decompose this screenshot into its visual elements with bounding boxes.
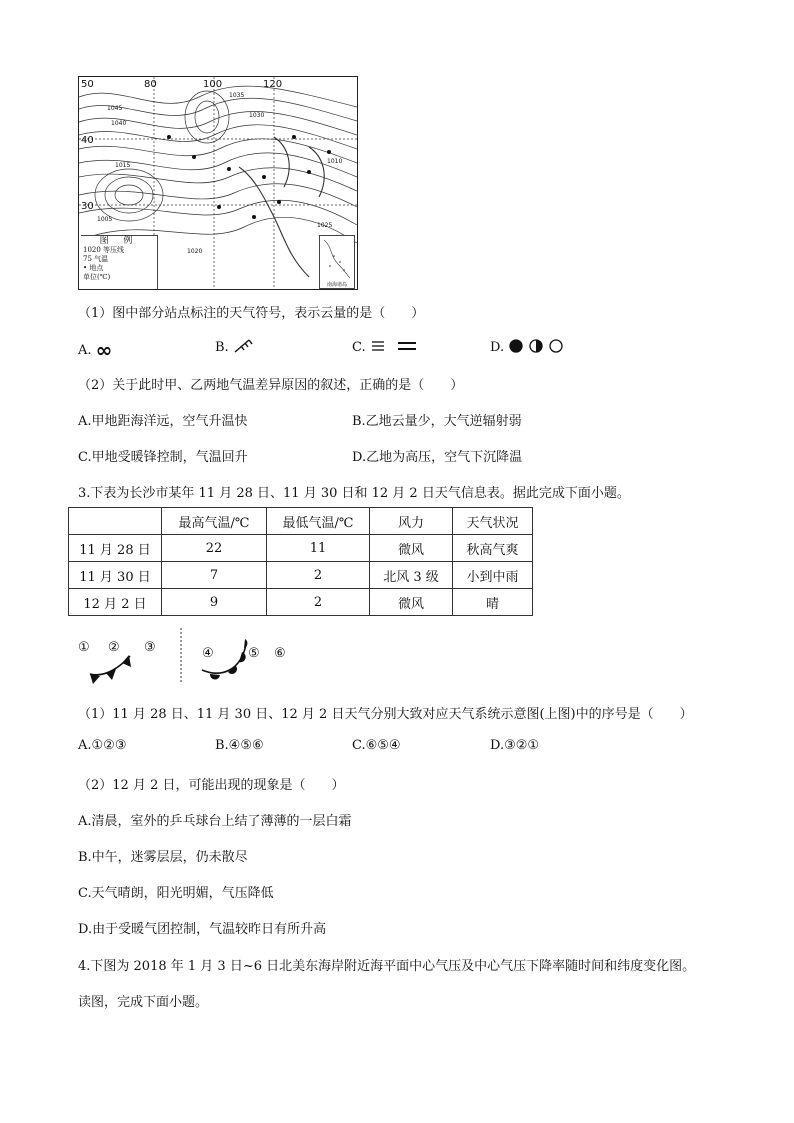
weather-info-table <box>68 507 533 616</box>
option-label: A. <box>78 343 92 358</box>
weather-map <box>78 76 358 290</box>
front-symbols-figure <box>76 626 306 686</box>
q2-sub1-stem: （1）图中部分站点标注的天气符号，表示云量的是（ ） <box>78 306 425 321</box>
table-header-cell: 最高气温/℃ <box>162 508 267 535</box>
q2-sub2-option-a[interactable]: A.甲地距海洋远，空气升温快 <box>78 414 248 429</box>
table-header-cell: 风力 <box>370 508 453 535</box>
isobar-label: 1030 <box>249 112 265 119</box>
q2-sub1-option-a[interactable] <box>78 338 112 362</box>
legend-isobar: 1020 等压线 <box>83 246 125 254</box>
q2-sub2-option-b[interactable]: B.乙地云量少，大气逆辐射弱 <box>352 414 522 429</box>
q2-sub2-option-d[interactable]: D.乙地为高压，空气下沉降温 <box>352 450 523 465</box>
front-label-6: ⑥ <box>274 646 286 661</box>
q3-sub2-stem: （2）12 月 2 日，可能出现的现象是（ ） <box>78 778 345 793</box>
table-cell: 2 <box>267 589 370 616</box>
option-label: B. <box>215 340 229 355</box>
q3-sub1-stem: （1）11 月 28 日、11 月 30 日、12 月 2 日天气分别大致对应天气系统示意图(上图)中的序号是（ ） <box>78 707 693 722</box>
table-cell: 微风 <box>370 589 453 616</box>
cloud-cover-circles-icon <box>508 338 572 354</box>
table-header-cell <box>69 508 162 535</box>
table-header-cell: 天气状况 <box>453 508 533 535</box>
table-header-row <box>69 508 533 535</box>
table-cell: 11 <box>267 535 370 562</box>
front-label-1: ① <box>78 640 90 655</box>
fog-symbols-icon <box>370 338 422 354</box>
q4-stem-line2: 读图，完成下面小题。 <box>78 995 209 1010</box>
table-row <box>69 589 533 616</box>
q4-stem: 4.下图为 2018 年 1 月 3 日~6 日北美东海岸附近海平面中心气压及中心气压下降率随时间和纬度变化图。 <box>78 959 696 974</box>
q3-sub2-option-a[interactable]: A.清晨，室外的乒乓球台上结了薄薄的一层白霜 <box>78 814 352 829</box>
table-cell: 11 月 30 日 <box>69 562 162 589</box>
inset-map <box>320 236 354 280</box>
option-label: C. <box>352 340 366 355</box>
isobar-label: 1015 <box>115 162 131 169</box>
isobar-label: 1005 <box>97 216 113 223</box>
isobar-label: 1010 <box>327 158 343 165</box>
table-cell: 小到中雨 <box>453 562 533 589</box>
front-label-2: ② <box>108 640 120 655</box>
lon-label-120: 120 <box>263 79 283 90</box>
option-label: D. <box>490 340 505 355</box>
infinity-symbol-icon: ∞ <box>95 338 113 362</box>
legend-place: • 地点 <box>83 264 104 272</box>
wind-barb-icon <box>233 338 253 354</box>
table-cell: 11 月 28 日 <box>69 535 162 562</box>
q3-sub2-option-b[interactable]: B.中午，迷雾层层，仍未散尽 <box>78 850 248 865</box>
south-china-sea-inset <box>319 235 355 289</box>
table-cell: 12 月 2 日 <box>69 589 162 616</box>
legend-temp: 75 气温 <box>83 255 109 263</box>
q2-sub2-option-c[interactable]: C.甲地受暖锋控制，气温回升 <box>78 450 248 465</box>
lon-label-100: 100 <box>203 79 223 90</box>
q2-sub2-stem: （2）关于此时甲、乙两地气温差异原因的叙述，正确的是（ ） <box>78 378 464 393</box>
front-label-4: ④ <box>202 646 214 661</box>
legend-unit: 单位(℃) <box>83 273 111 281</box>
q3-sub1-option-b[interactable]: B.④⑤⑥ <box>215 738 264 753</box>
q3-sub1-option-a[interactable]: A.①②③ <box>78 738 127 753</box>
table-cell: 微风 <box>370 535 453 562</box>
lat-label-30: 30 <box>81 201 94 212</box>
table-cell: 秋高气爽 <box>453 535 533 562</box>
front-systems-diagram <box>76 626 306 686</box>
table-cell: 2 <box>267 562 370 589</box>
legend-title: 图 例 <box>99 236 139 246</box>
q3-sub2-option-c[interactable]: C.天气晴朗，阳光明媚，气压降低 <box>78 886 274 901</box>
table-row <box>69 562 533 589</box>
isobar-label: 1035 <box>229 92 245 99</box>
q2-sub1-option-d[interactable] <box>490 338 572 355</box>
q3-sub1-option-c[interactable]: C.⑥⑤④ <box>352 738 401 753</box>
lon-label-80: 80 <box>144 79 157 90</box>
q3-sub2-option-d[interactable]: D.由于受暖气团控制，气温较昨日有所升高 <box>78 922 327 937</box>
map-legend <box>81 235 158 290</box>
lat-label-40: 40 <box>81 135 94 146</box>
isobar-label: 1045 <box>107 105 123 112</box>
inset-caption: 南海诸岛 <box>326 282 347 288</box>
table-header-cell: 最低气温/℃ <box>267 508 370 535</box>
front-label-5: ⑤ <box>248 646 260 661</box>
q2-sub1-option-b[interactable] <box>215 338 253 355</box>
lat-label-50: 50 <box>81 79 94 90</box>
q3-sub1-option-d[interactable]: D.③②① <box>490 738 540 753</box>
isobar-label: 1040 <box>111 120 127 127</box>
table-cell: 9 <box>162 589 267 616</box>
isobar-label: 1025 <box>317 222 333 229</box>
q3-stem: 3.下表为长沙市某年 11 月 28 日、11 月 30 日和 12 月 2 日天气信息表。据此完成下面小题。 <box>78 486 630 501</box>
isobar-label: 1020 <box>187 248 203 255</box>
table-cell: 晴 <box>453 589 533 616</box>
table-cell: 北风 3 级 <box>370 562 453 589</box>
q2-sub1-option-c[interactable] <box>352 338 422 355</box>
table-cell: 22 <box>162 535 267 562</box>
table-cell: 7 <box>162 562 267 589</box>
table-row <box>69 535 533 562</box>
front-label-3: ③ <box>144 640 156 655</box>
